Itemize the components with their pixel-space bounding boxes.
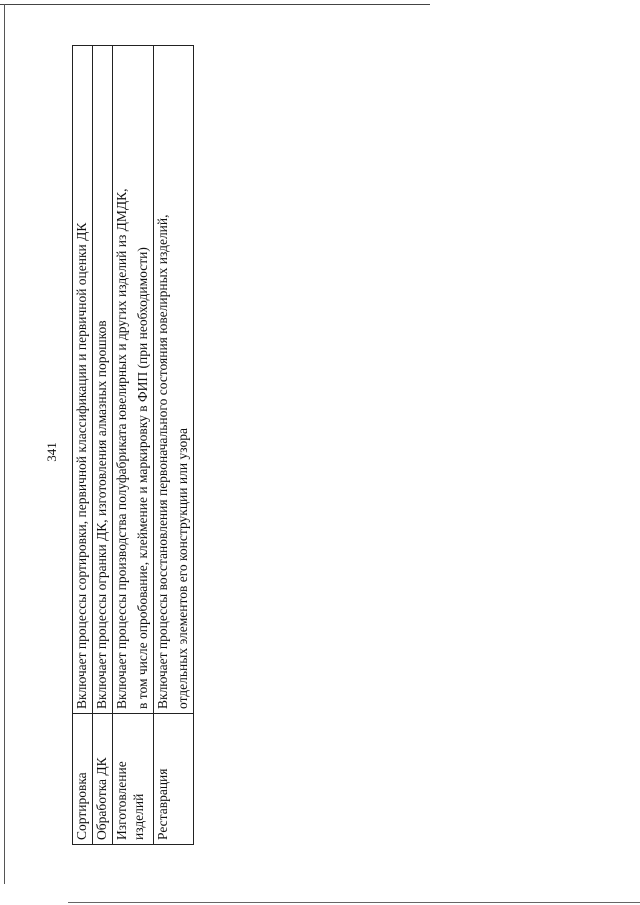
description-line: Включает процессы восстановления первоначального состояния ювелирных изделий, xyxy=(154,214,170,709)
process-name-cell: Изготовление изделий xyxy=(112,714,153,845)
page-number: 341 xyxy=(44,442,59,462)
rotated-table-sheet xyxy=(72,45,197,845)
description-line: Включает процессы сортировки, первичной классификации и первичной оценки ДК xyxy=(74,222,89,709)
process-name-cell: Сортировка xyxy=(73,714,93,845)
process-description-cell xyxy=(112,46,153,714)
left-border-line xyxy=(4,4,5,884)
description-line: Включает процессы огранки ДК, изготовления алмазных порошков xyxy=(93,320,109,709)
process-description-cell xyxy=(153,46,194,714)
description-line: отдельных элементов его конструкции или узора xyxy=(175,428,191,709)
process-name-cell: Реставрация xyxy=(153,714,194,845)
top-border-line xyxy=(0,4,430,5)
table-row xyxy=(153,46,194,845)
process-description-cell xyxy=(92,46,112,714)
process-table xyxy=(72,45,194,845)
description-line: Включает процессы производства полуфабриката ювелирных и других изделий из ДМДК, xyxy=(113,188,129,709)
table-row xyxy=(112,46,153,845)
table-row xyxy=(73,46,93,845)
process-name-cell: Обработка ДК xyxy=(92,714,112,845)
bottom-border-line xyxy=(68,902,640,903)
description-line: в том числе опробование, клеймение и маркировку в ФИП (при необходимости) xyxy=(134,247,150,709)
table-row xyxy=(92,46,112,845)
process-description-cell xyxy=(73,46,93,714)
